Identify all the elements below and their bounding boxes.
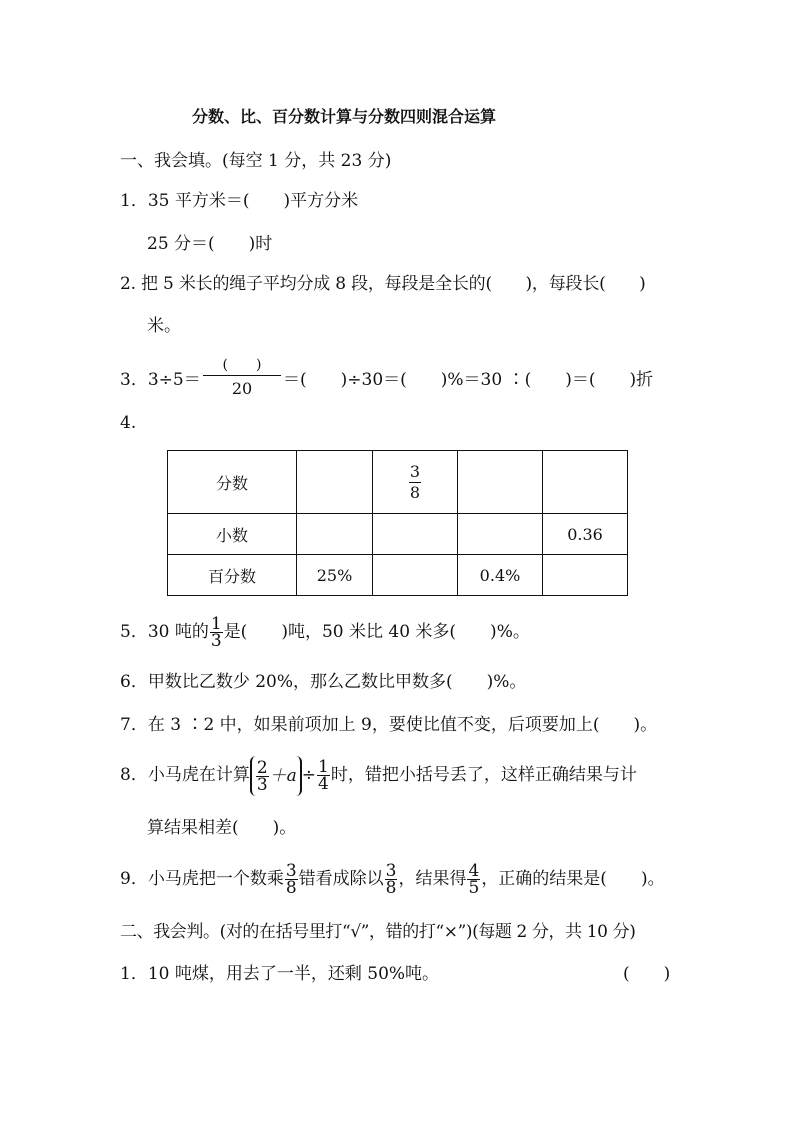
table-cell — [458, 451, 543, 514]
table-fraction-numerator: 3 — [409, 461, 421, 481]
table-row-label: 分数 — [168, 451, 297, 514]
question-3-fraction-denominator: 20 — [231, 379, 253, 398]
table-cell — [543, 451, 628, 514]
table-cell: 0.36 — [543, 514, 628, 555]
question-3-fraction — [203, 355, 281, 402]
question-9 — [120, 858, 665, 900]
table-row-label: 小数 — [168, 514, 297, 555]
question-8-divide: ÷ — [301, 765, 317, 785]
judge-question-1-answer-paren: ( ) — [623, 964, 671, 984]
table-fraction-denominator: 8 — [409, 482, 421, 502]
question-8-numerator-2: 1 — [318, 757, 329, 777]
question-5-numerator: 1 — [210, 614, 222, 634]
question-5-text-a: 5．30 吨的 — [120, 622, 209, 642]
question-8-text-a: 8．小马虎在计算 — [120, 765, 250, 785]
question-9-numerator-1: 3 — [285, 861, 297, 881]
question-7: 7．在 3 ∶2 中，如果前项加上 9，要使比值不变，后项要加上( )。 — [120, 715, 658, 735]
question-8-denominator-2: 4 — [318, 774, 329, 794]
question-9-text-c: ，结果得 — [398, 869, 467, 889]
table-row-fraction — [168, 451, 628, 514]
question-9-text-a: 9．小马虎把一个数乘 — [120, 869, 284, 889]
table-row-label: 百分数 — [168, 555, 297, 596]
table-cell — [297, 514, 373, 555]
question-5 — [120, 612, 530, 652]
question-8-text-b: 时，错把小括号丢了，这样正确结果与计 — [330, 765, 637, 785]
judge-question-1: 1．10 吨煤，用去了一半，还剩 50%吨。 — [120, 964, 440, 984]
question-8-plus-a: ＋a — [269, 765, 297, 786]
question-1a: 1．35 平方米＝( )平方分米 — [120, 191, 359, 211]
question-1b: 25 分＝( )时 — [147, 234, 273, 254]
question-9-numerator-2: 3 — [385, 861, 397, 881]
question-2b: 米。 — [147, 316, 181, 336]
question-8-line2: 算结果相差( )。 — [147, 818, 297, 838]
question-9-text-d: ，正确的结果是( )。 — [481, 869, 665, 889]
question-9-denominator-3: 5 — [468, 878, 480, 898]
section2-heading: 二、我会判。(对的在括号里打“√”，错的打“×”)(每题 2 分，共 10 分) — [120, 922, 636, 942]
table-cell: 0.4% — [458, 555, 543, 596]
question-9-denominator-2: 8 — [385, 878, 397, 898]
table-cell — [458, 514, 543, 555]
table-cell — [297, 451, 373, 514]
question-9-denominator-1: 8 — [285, 878, 297, 898]
table-row-percent — [168, 555, 628, 596]
table-row-decimal — [168, 514, 628, 555]
question-8-line1 — [120, 750, 637, 800]
section1-heading: 一、我会填。(每空 1 分，共 23 分) — [120, 151, 392, 171]
question-9-numerator-3: 4 — [468, 861, 480, 881]
table-cell — [543, 555, 628, 596]
question-6: 6．甲数比乙数少 20%，那么乙数比甲数多( )%。 — [120, 672, 527, 692]
table-cell: 25% — [297, 555, 373, 596]
question-8-bracket-expression — [250, 756, 302, 796]
table-cell — [373, 555, 458, 596]
page-title: 分数、比、百分数计算与分数四则混合运算 — [192, 107, 497, 126]
question-3-fraction-numerator: ( ) — [203, 355, 281, 376]
question-3-suffix: ＝( )÷30＝( )%＝30 ∶( )＝( )折 — [283, 370, 654, 390]
table-cell — [373, 514, 458, 555]
question-9-text-b: 错看成除以 — [298, 869, 384, 889]
question-2a: 2. 把 5 米长的绳子平均分成 8 段，每段是全长的( )，每段长( ) — [120, 274, 646, 294]
question-5-denominator: 3 — [210, 631, 222, 651]
conversion-table — [167, 450, 628, 596]
table-cell-fraction — [373, 451, 458, 514]
question-8-numerator-1: 2 — [256, 757, 268, 778]
question-5-text-b: 是( )吨，50 米比 40 米多( )%。 — [223, 622, 530, 642]
question-4-label: 4. — [120, 413, 137, 433]
question-3-prefix: 3．3÷5＝ — [120, 370, 201, 390]
question-8-denominator-1: 3 — [256, 774, 268, 795]
